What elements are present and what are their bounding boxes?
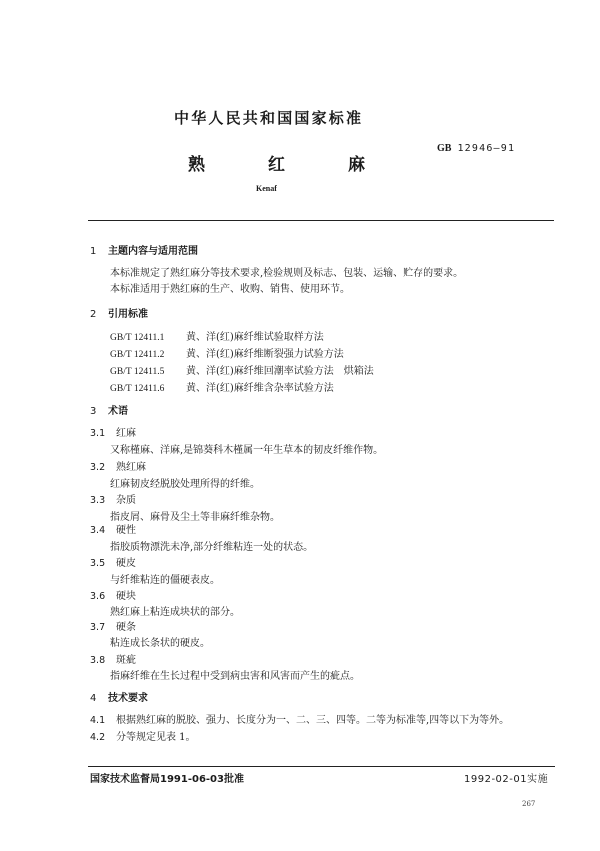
term-heading: 3.6 硬块 [90,591,136,602]
term-definition: 粘连成长条状的硬皮。 [110,638,210,649]
standard-code: 12946—91 [457,143,516,154]
term-heading: 3.5 硬皮 [90,558,136,569]
term-heading: 3.7 硬条 [90,622,136,633]
implementation-date: 1992-02-01实施 [464,774,549,785]
term-definition: 又称槿麻、洋麻,是锦葵科木槿属一年生草本的韧皮纤维作物。 [110,445,384,456]
term-definition: 熟红麻上粘连成块状的部分。 [110,607,240,618]
section-heading-1: 1 主题内容与适用范围 [90,246,198,257]
term-definition: 与纤维粘连的僵硬表皮。 [110,575,220,586]
requirement-item: 4.1 根据熟红麻的脱胶、强力、长度分为一、二、三、四等。二等为标准等,四等以下为等外。 [90,715,510,726]
term-definition: 指胶质物漂洗未净,部分纤维粘连一处的状态。 [110,542,314,553]
english-title: Kenaf [256,184,277,193]
approval-line: 国家技术监督局1991-06-03批准 [90,774,244,785]
term-heading: 3.8 斑疵 [90,655,136,666]
section-1-paragraph: 本标准规定了熟红麻分等技术要求,检验规则及标志、包装、运输、贮存的要求。 [110,268,464,279]
page-number: 267 [522,800,536,808]
title-char: 麻 [348,155,365,175]
term-heading: 3.2 熟红麻 [90,462,146,473]
term-heading: 3.3 杂质 [90,495,136,506]
section-heading-3: 3 术语 [90,406,128,417]
requirement-item: 4.2 分等规定见表 1。 [90,732,196,743]
standard-prefix: GB [437,143,452,154]
title-char: 红 [268,155,285,175]
reference-item: GB/T 12411.1 黄、洋(红)麻纤维试验取样方法 [110,332,324,343]
document-title [188,150,428,175]
reference-item: GB/T 12411.6 黄、洋(红)麻纤维含杂率试验方法 [110,383,334,394]
term-definition: 指皮屑、麻骨及尘土等非麻纤维杂物。 [110,512,280,523]
term-heading: 3.4 硬性 [90,525,136,536]
standard-number [437,143,515,154]
issuing-organization: 中华人民共和国国家标准 [174,109,364,127]
title-char: 熟 [188,155,205,175]
section-heading-4: 4 技术要求 [90,693,148,704]
reference-item: GB/T 12411.5 黄、洋(红)麻纤维回潮率试验方法 烘箱法 [110,366,374,377]
footer-divider [88,766,555,767]
term-heading: 3.1 红麻 [90,428,136,439]
term-definition: 红麻韧皮经脱胶处理所得的纤维。 [110,479,260,490]
header-divider [88,220,554,221]
reference-item: GB/T 12411.2 黄、洋(红)麻纤维断裂强力试验方法 [110,349,344,360]
section-1-paragraph: 本标准适用于熟红麻的生产、收购、销售、使用环节。 [110,284,350,295]
term-definition: 指麻纤维在生长过程中受到病虫害和风害而产生的疵点。 [110,671,360,682]
section-heading-2: 2 引用标准 [90,309,148,320]
